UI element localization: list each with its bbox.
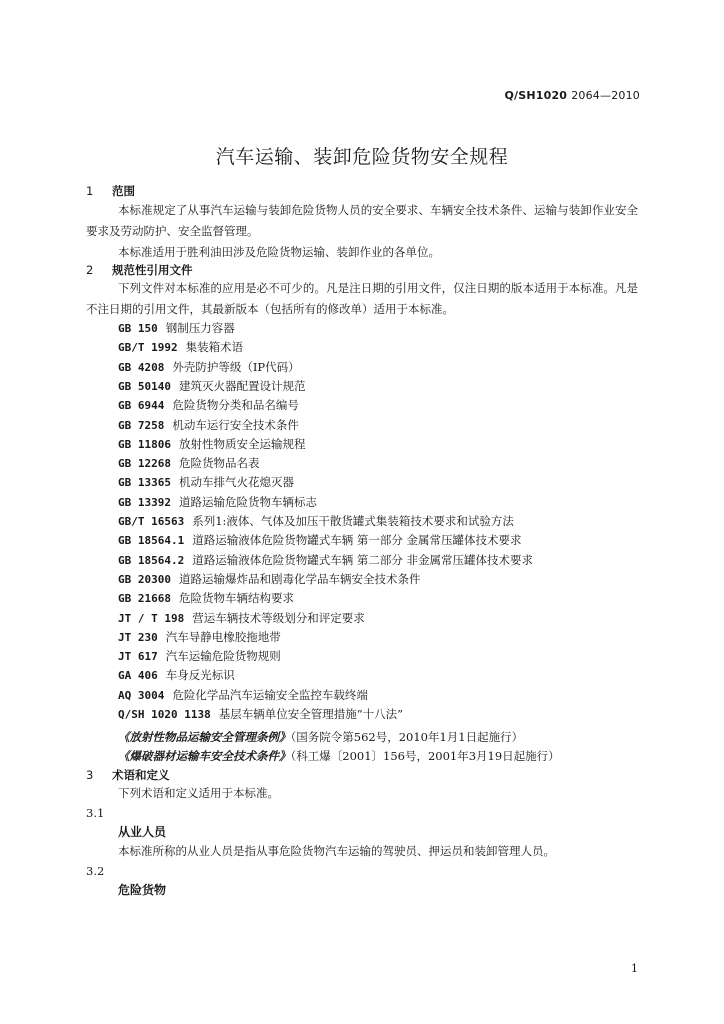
reference-name: 营运车辆技术等级划分和评定要求 <box>192 610 365 625</box>
reference-item <box>118 611 365 626</box>
term-number: 3.2 <box>86 864 105 878</box>
reference-code: JT 617 <box>118 650 158 664</box>
reference-code: GB/T 1992 <box>118 341 178 355</box>
standard-number: Q/SH1020 <box>504 89 568 102</box>
reference-name: 建筑灭火器配置设计规范 <box>178 378 306 393</box>
section-number: 3 <box>86 768 94 782</box>
reference-item <box>118 591 294 606</box>
reference-name: 道路运输爆炸品和剧毒化学品车辆安全技术条件 <box>178 571 421 586</box>
section-1-paragraph-2: 本标准适用于胜利油田涉及危险货物运输、装卸作业的各单位。 <box>118 245 440 259</box>
reference-name: 放射性物质安全运输规程 <box>178 436 306 451</box>
regulation-note: （科工爆〔2001〕156号，2001年3月19日起施行） <box>290 749 560 763</box>
reference-name: 危险货物品名表 <box>178 456 260 471</box>
reference-name: 危险货物分类和品名编号 <box>172 398 299 413</box>
document-code <box>504 89 640 102</box>
reference-item <box>118 398 299 413</box>
reference-item <box>118 495 317 510</box>
reference-item <box>118 475 294 490</box>
reference-code: GB 4208 <box>118 360 165 374</box>
reference-item <box>118 688 368 703</box>
reference-code: GB 7258 <box>118 418 165 432</box>
reference-name: 系列1:液体、气体及加压干散货罐式集装箱技术要求和试验方法 <box>192 514 514 528</box>
term-definition: 本标准所称的从业人员是指从事危险货物汽车运输的驾驶员、押运员和装卸管理人员。 <box>118 844 555 858</box>
reference-name: 机动车运行安全技术条件 <box>172 417 299 432</box>
reference-name: 集装箱术语 <box>185 340 244 355</box>
reference-item <box>118 418 299 433</box>
reference-item <box>118 572 420 587</box>
reference-item <box>118 321 235 336</box>
term-title: 从业人员 <box>118 825 167 839</box>
reference-item <box>118 340 243 355</box>
section-number: 1 <box>86 184 94 198</box>
reference-item <box>118 437 305 452</box>
reference-code: GB/T 16563 <box>118 515 185 528</box>
reference-code: GB 6944 <box>118 399 165 413</box>
reference-code: GB 20300 <box>118 572 171 586</box>
reference-code: Q/SH 1020 1138 <box>118 708 211 721</box>
reference-name: 钢制压力容器 <box>165 321 235 335</box>
regulation-title: 《放射性物品运输安全管理条例》 <box>118 730 291 744</box>
regulation-title: 《爆破器材运输车安全技术条件》 <box>118 749 291 763</box>
section-3-paragraph-1: 下列术语和定义适用于本标准。 <box>118 786 279 800</box>
regulation-item <box>118 730 523 744</box>
reference-code: GB 150 <box>118 322 158 335</box>
reference-code: AQ 3004 <box>118 688 165 702</box>
reference-code: GB 18564.1 <box>118 534 185 548</box>
section-number: 2 <box>86 263 94 277</box>
reference-code: GB 12268 <box>118 457 171 471</box>
reference-name: 危险化学品汽车运输安全监控车载终端 <box>172 687 368 702</box>
section-title: 规范性引用文件 <box>112 263 193 277</box>
reference-name: 道路运输液体危险货物罐式车辆 第一部分 金属常压罐体技术要求 <box>192 533 522 548</box>
section-2-heading <box>86 263 193 277</box>
reference-code: JT / T 198 <box>118 611 185 625</box>
reference-code: GB 13365 <box>118 476 171 490</box>
reference-item <box>118 707 403 722</box>
reference-name: 车身反光标识 <box>165 668 235 683</box>
reference-code: GB 18564.2 <box>118 553 185 567</box>
reference-code: JT 230 <box>118 630 158 644</box>
section-1-heading <box>86 184 135 198</box>
reference-item <box>118 668 235 683</box>
reference-code: GB 21668 <box>118 592 171 606</box>
section-3-heading <box>86 768 170 782</box>
reference-item <box>118 533 522 548</box>
page-number: 1 <box>631 962 638 975</box>
regulation-note: （国务院令第562号，2010年1月1日起施行） <box>290 730 524 744</box>
section-1-paragraph-1: 本标准规定了从事汽车运输与装卸危险货物人员的安全要求、车辆安全技术条件、运输与装卸作业安全要求及劳动防护、安全监督管理。 <box>86 203 638 238</box>
reference-item <box>118 379 305 394</box>
reference-item <box>118 553 533 568</box>
reference-code: GB 13392 <box>118 495 171 509</box>
reference-name: 外壳防护等级（IP代码） <box>172 359 300 374</box>
reference-name: 汽车导静电橡胶拖地带 <box>165 629 281 644</box>
section-title: 范围 <box>112 184 136 198</box>
reference-name: 基层车辆单位安全管理措施“十八法” <box>218 707 403 721</box>
reference-name: 道路运输液体危险货物罐式车辆 第二部分 非金属常压罐体技术要求 <box>192 552 534 567</box>
section-2-paragraph-1: 下列文件对本标准的应用是必不可少的。凡是注日期的引用文件，仅注日期的版本适用于本标准。凡是不注日期的引用文件，其最新版本（包括所有的修改单）适用于本标准。 <box>86 281 638 316</box>
term-number: 3.1 <box>86 806 105 820</box>
reference-item <box>118 456 259 471</box>
term-title: 危险货物 <box>118 883 167 897</box>
reference-item <box>118 360 300 375</box>
standard-years: 2064—2010 <box>571 89 640 102</box>
reference-code: GA 406 <box>118 669 158 683</box>
reference-code: GB 50140 <box>118 379 171 393</box>
page-title: 汽车运输、装卸危险货物安全规程 <box>215 146 509 168</box>
reference-name: 机动车排气火花熄灭器 <box>178 475 294 490</box>
reference-item <box>118 630 281 645</box>
regulation-item <box>118 749 560 763</box>
reference-name: 汽车运输危险货物规则 <box>165 649 281 664</box>
section-title: 术语和定义 <box>112 768 170 782</box>
reference-code: GB 11806 <box>118 437 171 451</box>
reference-name: 道路运输危险货物车辆标志 <box>178 494 317 509</box>
reference-item <box>118 514 514 529</box>
reference-name: 危险货物车辆结构要求 <box>178 591 294 606</box>
reference-item <box>118 649 281 664</box>
